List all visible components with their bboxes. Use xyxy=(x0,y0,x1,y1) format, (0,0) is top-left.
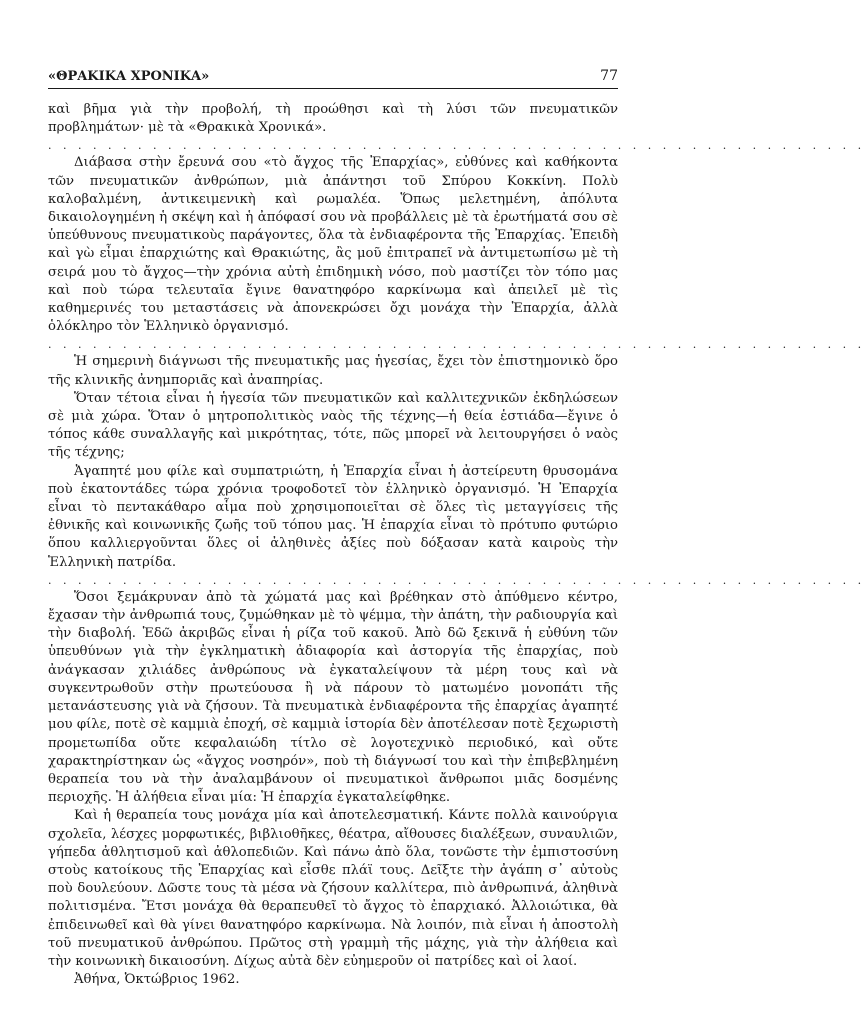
paragraph-7: Καὶ ἡ θεραπεία τους μονάχα μία καὶ ἀποτελεσματική. Κάντε πολλὰ καινούργια σχολεῖα, λέσχες μορφωτικές, βιβλιοθῆκες, θέατρα, αἴθουσες διαλέξεων, συναυλιῶν, γήπεδα ἀθλητισμοῦ καὶ ἀθλοπεδιῶν. Καὶ πάνω ἀπὸ ὅλα, τονῶστε τὴν ἐμπιστοσύνη στοὺς κατοίκους τῆς Ἐπαρχίας καὶ εἶσθε πλάϊ τους. Δεῖξτε τὴν ἀγάπη σ᾽ αὐτοὺς ποὺ δουλεύουν. Δῶστε τους τὰ μέσα νὰ ζήσουν καλλίτερα, πιὸ ἀνθρωπινά, ἀληθινὰ πολιτισμένα. Ἔτσι μονάχα θὰ θεραπευθεῖ τὸ ἄγχος τὸ ἐπαρχιακό. Ἀλλοιώτικα, θὰ ἐπιδεινωθεῖ καὶ θὰ γίνει θανατηφόρο καρκίνωμα. Νὰ λοιπόν, πιὰ εἶναι ἡ ἀποστολὴ τοῦ πνευματικοῦ ἀνθρώπου. Πρῶτος στὴ γραμμὴ τῆς μάχης, γιὰ τὴν ἀλήθεια καὶ τὴν κοινωνικὴ δικαιοσύνη. Δίχως αὐτὰ δὲν εὐημεροῦν οἱ πατρίδες καὶ οἱ λαοί. xyxy=(48,808,618,969)
dotted-separator-3: . . . . . . . . . . . . . . . . . . . . . . . . . . . . . . . . . . . . . . . . . . . . . . . . . . . . . . . xyxy=(48,573,865,587)
paragraph-5: Ἀγαπητέ μου φίλε καὶ συμπατριώτη, ἡ Ἐπαρχία εἶναι ἡ ἀστείρευτη θρυσομάνα ποὺ ἑκατοντάδες τώρα χρόνια τροφοδοτεῖ τὸν ἑλληνικὸ ὀργανισμό. Ἡ Ἐπαρχία εἶναι τὸ πεντακάθαρο αἷμα ποὺ χρησιμοποιεῖται σὲ ὅλες τὶς μεταγγίσεις τῆς ἐθνικῆς καὶ κοινωνικῆς ζωῆς τοῦ τόπου μας. Ἡ ἐπαρχία εἶναι τὸ πρότυπο φυτώριο ὅπου καλλιεργοῦνται ὅλες οἱ ἀληθινὲς ἀξίες ποὺ δόξασαν κατὰ καιροὺς τὴν Ἑλληνικὴ πατρίδα. xyxy=(48,463,618,570)
journal-page xyxy=(48,64,865,989)
signature-line: Ἀθήνα, Ὀκτώβριος 1962. xyxy=(74,972,240,988)
paragraph-3: Ἡ σημερινὴ διάγνωσι τῆς πνευματικῆς μας ἡγεσίας, ἔχει τὸν ἐπιστημονικὸ ὅρο τῆς κλινικῆς ἀνημποριᾶς καὶ ἀναπηρίας. xyxy=(48,354,618,388)
paragraph-1: καὶ βῆμα γιὰ τὴν προβολή, τὴ προώθησι καὶ τὴ λύσι τῶν πνευματικῶν προβλημάτων· μὲ τὰ «Θρακικὰ Χρονικά». xyxy=(48,102,618,136)
paragraph-4: Ὅταν τέτοια εἶναι ἡ ἡγεσία τῶν πνευματικῶν καὶ καλλιτεχνικῶν ἐκδηλώσεων σὲ μιὰ χώρα. Ὅταν ὁ μητροπολιτικὸς ναὸς τῆς τέχνης—ἡ θεία ἑστιάδα—ἔγινε ὁ τόπος κάθε συναλλαγῆς καὶ μικρότητας, τότε, πῶς μπορεῖ νὰ λειτουργήσει ὁ ναὸς τῆς τέχνης; xyxy=(48,390,618,461)
article-body xyxy=(48,101,865,989)
dotted-separator-2: . . . . . . . . . . . . . . . . . . . . . . . . . . . . . . . . . . . . . . . . . . . . . . . . . . . . . . . xyxy=(48,338,865,352)
running-head xyxy=(48,64,618,84)
page-number: 77 xyxy=(600,68,618,84)
journal-title: «ΘΡΑΚΙΚΑ ΧΡΟΝΙΚΑ» xyxy=(48,69,210,84)
paragraph-6: Ὅσοι ξεμάκρυναν ἀπὸ τὰ χώματά μας καὶ βρέθηκαν στὸ ἀπύθμενο κέντρο, ἔχασαν τὴν ἀνθρωπιά τους, ζυμώθηκαν μὲ τὸ ψέμμα, τὴν ἀπάτη, τὴν ραδιουργία καὶ τὴν διαβολή. Ἐδῶ ἀκριβῶς εἶναι ἡ ρίζα τοῦ κακοῦ. Ἀπὸ δῶ ξεκινᾶ ἡ εὐθύνη τῶν ὑπευθύνων γιὰ τὴν ἐγκληματικὴ ἀδιαφορία καὶ ἀστοργία τῆς ἐπαρχίας, ποὺ ἀνάγκασαν χιλιάδες ἀνθρώπους νὰ ἐγκαταλείψουν τὰ μέρη τους καὶ νὰ συγκεντρωθοῦν στὴν πρωτεύουσα ἢ νὰ πάρουν τὸ ματωμένο μονοπάτι τῆς μετανάστευσης γιὰ νὰ ζήσουν. Τὰ πνευματικὰ ἐνδιαφέροντα τῆς ἐπαρχίας ἀγαπητέ μου φίλε, ποτὲ σὲ καμμιὰ ἐποχή, σὲ καμμιὰ ἱστορία δὲν ἀποτέλεσαν ποτὲ ξεχωριστὴ προμετωπίδα οὔτε κεφαλαιώδη τίτλο σὲ λογοτεχνικὸ περιοδικό, καὶ οὔτε χαρακτηρίστηκαν ὡς «ἄγχος νοσηρόν», ποὺ τὴ διάγνωσί του καὶ τὴν ἐπιβεβλημένη θεραπεία του νὰ τὴν ἀναλαμβάνουν οἱ πνευματικοὶ ἄνθρωποι μιᾶς δοσμένης περιοχῆς. Ἡ ἀλήθεια εἶναι μία: Ἡ ἐπαρχία ἐγκαταλείφθηκε. xyxy=(48,589,618,806)
dotted-separator-1: . . . . . . . . . . . . . . . . . . . . . . . . . . . . . . . . . . . . . . . . . . . . . . . . . . . . . . . xyxy=(48,139,865,153)
header-rule xyxy=(48,88,618,89)
paragraph-2: Διάβασα στὴν ἔρευνά σου «τὸ ἄγχος τῆς Ἐπαρχίας», εὐθύνες καὶ καθήκοντα τῶν πνευματικῶν ἀνθρώπων, μιὰ ἀπάντησι τοῦ Σπύρου Κοκκίνη. Πολὺ καλοβαλμένη, ἀντικειμενικὴ καὶ ρωμαλέα. Ὅπως μελετημένη, ἀπόλυτα δικαιολογημένη ἡ σκέψη καὶ ἡ ἀπόφασί σου νὰ προβάλλεις μὲ τὰ ἐρωτήματά σου σὲ ὑπεύθυνους πνευματικοὺς παράγοντες, ὅλα τὰ ἐνδιαφέροντα τῆς Ἐπαρχίας. Ἐπειδὴ καὶ γὼ εἶμαι ἐπαρχιώτης καὶ Θρακιώτης, ἂς μοῦ ἐπιτραπεῖ νὰ ἀντιμετωπίσω μὲ τὴ σειρά μου τὸ ἄγχος—τὴν χρόνια αὐτὴ ἐπιδημικὴ νόσο, ποὺ μαστίζει τὸν τόπο μας καὶ ποὺ τώρα τελευταῖα ἔγινε θανατηφόρο καρκίνωμα καὶ ἀπειλεῖ μὲ τὶς καθημερινές του μεταστάσεις νὰ ἀπονεκρώσει ὄχι μονάχα τὴν Ἐπαρχία, ἀλλὰ ὁλόκληρο τὸν Ἑλληνικὸ ὀργανισμό. xyxy=(48,155,618,335)
